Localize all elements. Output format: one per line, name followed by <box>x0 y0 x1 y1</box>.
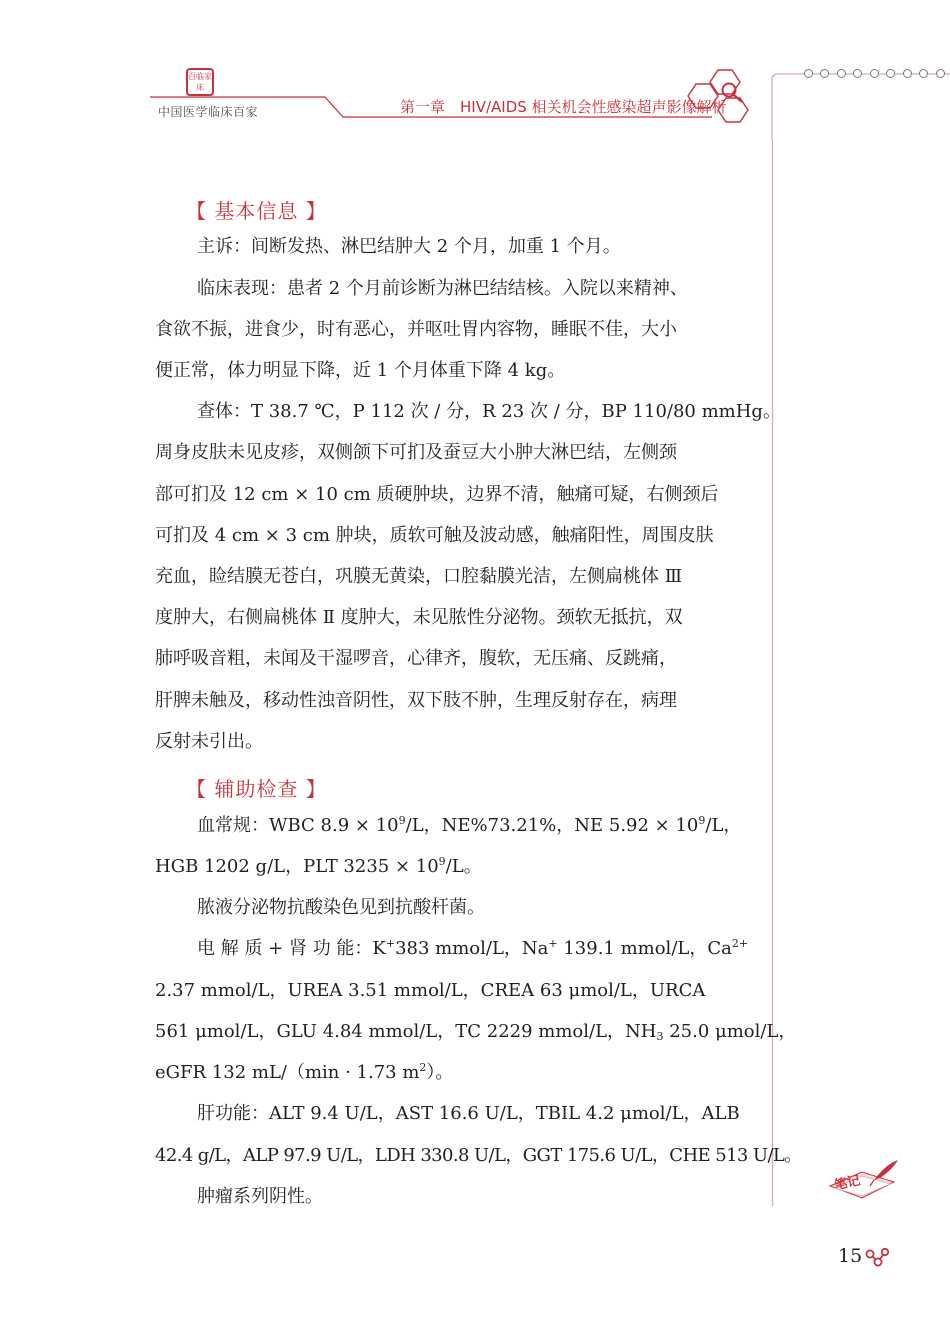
exam-text: 肺呼吸音粗，未闻及干湿啰音，心律齐，腹软，无压痛、反跳痛， <box>155 648 677 669</box>
binder-ring <box>804 69 813 78</box>
binder-ring <box>903 69 912 78</box>
margin-rule <box>771 140 775 1210</box>
exam-text: 周身皮肤未见皮疹，双侧颌下可扪及蚕豆大小肿大淋巴结，左侧颈 <box>155 442 677 463</box>
tumor-markers-text: 肿瘤系列阴性。 <box>197 1186 323 1207</box>
pus-stain-text: 脓液分泌物抗酸染色见到抗酸杆菌。 <box>197 897 485 918</box>
exam-text: 部可扪及 12 cm × 10 cm 质硬肿块，边界不清，触痛可疑，右侧颈后 <box>155 484 719 505</box>
binder-ring <box>919 69 928 78</box>
notes-label: 笔记 <box>833 1173 862 1194</box>
binder-ring <box>870 69 879 78</box>
chapter-title: 第一章 HIV/AIDS 相关机会性感染超声影像解析 <box>400 98 727 116</box>
liver-function-text: 42.4 g/L，ALP 97.9 U/L，LDH 330.8 U/L，GGT 175.6 U/L，CHE 513 U/L。 <box>155 1145 802 1166</box>
chief-complaint: 主诉：间断发热、淋巴结肿大 2 个月，加重 1 个月。 <box>197 236 621 257</box>
binder-ring <box>886 69 895 78</box>
section-heading-aux-exam: 【 辅助检查 】 <box>186 777 327 801</box>
binder-ring <box>936 69 945 78</box>
electrolyte-text: 561 μmol/L，GLU 4.84 mmol/L，TC 2229 mmol/L，$NH_3$ 25.0 μmol/L， <box>155 1021 797 1043</box>
exam-text: 查体：T 38.7 ℃，P 112 次 / 分，R 23 次 / 分，BP 110/80 mmHg。 <box>197 401 781 422</box>
binder-ring <box>837 69 846 78</box>
exam-text: 充血，睑结膜无苍白，巩膜无黄染，口腔黏膜光洁，左侧扁桃体 Ⅲ <box>155 566 683 587</box>
page-number: 15 <box>838 1245 863 1267</box>
blood-routine-text: 血常规：WBC $8.9 \times 10^9/L$，NE%73.21%，NE $5.92 \times 10^9/L$， <box>197 814 742 836</box>
blood-routine-text: HGB 1202 g/L，PLT $3235 \times 10^9/L$。 <box>155 855 482 877</box>
clinical-text: 食欲不振，进食少，时有恶心，并呕吐胃内容物，睡眠不佳，大小 <box>155 319 677 340</box>
section-heading-basic-info: 【 基本信息 】 <box>186 199 327 223</box>
electrolyte-text: eGFR 132 mL/（min · 1.73 $m^2$）。 <box>155 1061 454 1083</box>
binder-ring <box>820 69 829 78</box>
binder-ring <box>853 69 862 78</box>
electrolyte-text: 电 解 质 + 肾 功 能：K+383 mmol/L，Na+ 139.1 mmol/L，$Ca^{2+}$ <box>197 937 749 959</box>
exam-text: 反射未引出。 <box>155 731 263 752</box>
seal-text: 百临家床 <box>188 72 212 92</box>
liver-function-text: 肝功能：ALT 9.4 U/L，AST 16.6 U/L，TBIL 4.2 μmol/L，ALB <box>197 1103 740 1124</box>
brand-name: 中国医学临床百家 <box>158 105 259 119</box>
exam-text: 度肿大，右侧扁桃体 Ⅱ 度肿大，未见脓性分泌物。颈软无抵抗，双 <box>155 607 683 628</box>
clinical-text: 临床表现：患者 2 个月前诊断为淋巴结结核。入院以来精神、 <box>197 278 688 299</box>
exam-text: 肝脾未触及，移动性浊音阴性，双下肢不肿，生理反射存在，病理 <box>155 690 677 711</box>
clinical-text: 便正常，体力明显下降，近 1 个月体重下降 4 kg。 <box>155 360 566 381</box>
molecule-icon <box>864 1246 890 1268</box>
exam-text: 可扪及 4 cm × 3 cm 肿块，质软可触及波动感，触痛阳性，周围皮肤 <box>155 525 714 546</box>
electrolyte-text: 2.37 mmol/L，UREA 3.51 mmol/L，CREA 63 μmol/L，URCA <box>155 980 706 1001</box>
